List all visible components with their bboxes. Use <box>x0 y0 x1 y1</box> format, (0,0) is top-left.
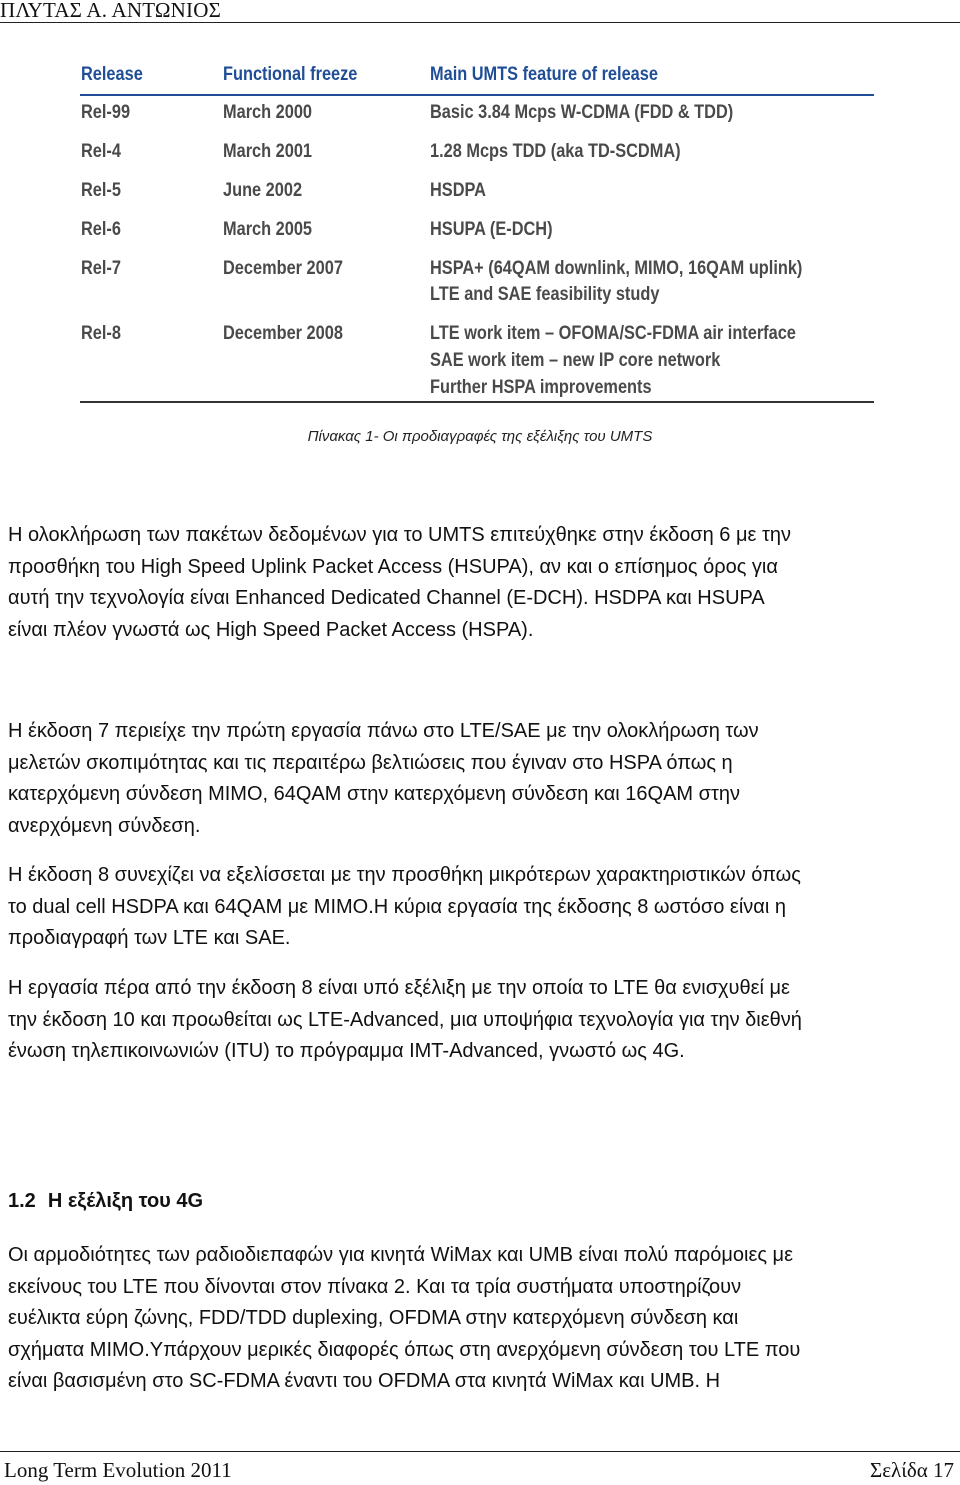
paragraph-line: Οι αρμοδιότητες των ραδιοδιεπαφών για κινητά WiMax και UMB είναι πολύ παρόμοιες με <box>8 1244 793 1266</box>
paragraph-line: σχήματα MIMO.Υπάρχουν μερικές διαφορές όπως στη ανερχόμενη σύνδεση του LTE που <box>8 1338 801 1361</box>
row-feature: 1.28 Mcps TDD (aka TD-SCDMA) <box>430 141 681 162</box>
paragraph-line: Η εργασία πέρα από την έκδοση 8 είναι υπό εξέλιξη με την οποία το LTE θα ενισχυθεί με <box>8 977 790 999</box>
table-header-divider <box>80 94 874 96</box>
row-feature: LTE work item – OFOMA/SC-FDMA air interface <box>430 323 796 344</box>
row-feature: LTE and SAE feasibility study <box>430 284 660 305</box>
footer-title: Long Term Evolution 2011 <box>4 1458 232 1482</box>
row-feature: HSPA+ (64QAM downlink, MIMO, 16QAM uplink) <box>430 258 803 279</box>
page-footer <box>0 1451 960 1485</box>
row-freeze: March 2005 <box>223 219 313 240</box>
row-release: Rel-4 <box>81 141 121 162</box>
row-freeze: December 2008 <box>223 323 343 344</box>
row-freeze: March 2000 <box>223 102 313 123</box>
paragraph-line: εκείνους του LTE που δίνονται στον πίνακα 2. Και τα τρία συστήματα υποστηρίζουν <box>8 1275 742 1298</box>
paragraph-line: κατερχόμενη σύνδεση MIMO, 64QAM στην κατερχόμενη σύνδεση και 16QAM στην <box>8 783 741 805</box>
row-release: Rel-6 <box>81 219 121 240</box>
row-freeze: March 2001 <box>223 141 313 162</box>
paragraph-line: Η έκδοση 7 περιείχε την πρώτη εργασία πάνω στο LTE/SAE με την ολοκλήρωση των <box>8 720 759 742</box>
row-freeze: June 2002 <box>223 180 303 201</box>
paragraph-line: ευέλικτα εύρη ζώνης, FDD/TDD duplexing, OFDMA στην κατερχόμενη σύνδεση και <box>8 1307 739 1329</box>
paragraph-line: μελετών σκοπιμότητας και τις περαιτέρω βελτιώσεις που έγιναν στο HSPA όπως η <box>8 751 733 774</box>
section-number: 1.2 <box>8 1190 36 1212</box>
table-header-release: Release <box>81 64 143 85</box>
row-release: Rel-99 <box>81 102 131 123</box>
paragraph-line: είναι πλέον γνωστά ως High Speed Packet Access (HSPA). <box>8 618 534 641</box>
paragraph-release-8 <box>8 860 956 955</box>
row-release: Rel-7 <box>81 258 121 279</box>
paragraph-line: Η έκδοση 8 συνεχίζει να εξελίσσεται με την προσθήκη μικρότερων χαρακτηριστικών όπως <box>8 864 801 886</box>
row-freeze: December 2007 <box>223 258 343 279</box>
paragraph-line: Η ολοκλήρωση των πακέτων δεδομένων για το UMTS επιτεύχθηκε στην έκδοση 6 με την <box>8 524 791 546</box>
paragraph-line: την έκδοση 10 και προωθείται ως LTE-Advanced, μια υποψήφια τεχνολογία για την διεθνή <box>8 1008 802 1031</box>
row-feature: HSDPA <box>430 180 486 201</box>
row-feature: HSUPA (E-DCH) <box>430 219 553 240</box>
paragraph-line: προδιαγραφή των LTE και SAE. <box>8 927 291 949</box>
row-feature: SAE work item – new IP core network <box>430 350 721 371</box>
row-release: Rel-5 <box>81 180 121 201</box>
row-feature: Basic 3.84 Mcps W-CDMA (FDD & TDD) <box>430 102 734 123</box>
paragraph-4g <box>8 1240 956 1398</box>
section-heading <box>8 1190 203 1213</box>
table-header-freeze: Functional freeze <box>223 64 358 85</box>
paragraph-lte-advanced <box>8 973 956 1068</box>
paragraph-line: είναι βασισμένη στο SC-FDMA έναντι του OFDMA στα κινητά WiMax και UMB. Η <box>8 1370 721 1392</box>
row-release: Rel-8 <box>81 323 121 344</box>
table-bottom-divider <box>80 401 874 403</box>
page-number: Σελίδα 17 <box>869 1458 954 1482</box>
row-feature: Further HSPA improvements <box>430 377 652 398</box>
section-title: Η εξέλιξη του 4G <box>47 1190 204 1212</box>
paragraph-release-7 <box>8 716 956 842</box>
paragraph-line: προσθήκη του High Speed Uplink Packet Access (HSUPA), αν και ο επίσημος όρος για <box>8 555 778 578</box>
umts-release-table <box>80 58 874 404</box>
paragraph-hsupa <box>8 520 956 646</box>
paragraph-line: ένωση τηλεπικοινωνιών (ITU) το πρόγραμμα IMT-Advanced, γνωστό ως 4G. <box>8 1040 685 1062</box>
page-header <box>0 0 960 23</box>
paragraph-line: το dual cell HSDPA και 64QAM με MIMO.Η κύρια εργασία της έκδοσης 8 ωστόσο είναι η <box>8 895 786 918</box>
table-header-feature: Main UMTS feature of release <box>430 64 658 85</box>
table-caption: Πίνακας 1- Οι προδιαγραφές της εξέλιξης του UMTS <box>307 428 653 445</box>
paragraph-line: ανερχόμενη σύνδεση. <box>8 814 201 837</box>
paragraph-line: αυτή την τεχνολογία είναι Enhanced Dedicated Channel (E-DCH). HSDPA και HSUPA <box>8 587 765 609</box>
header-author: ΠΛΥΤΑΣ Α. ΑΝΤΩΝΙΟΣ <box>0 0 222 22</box>
